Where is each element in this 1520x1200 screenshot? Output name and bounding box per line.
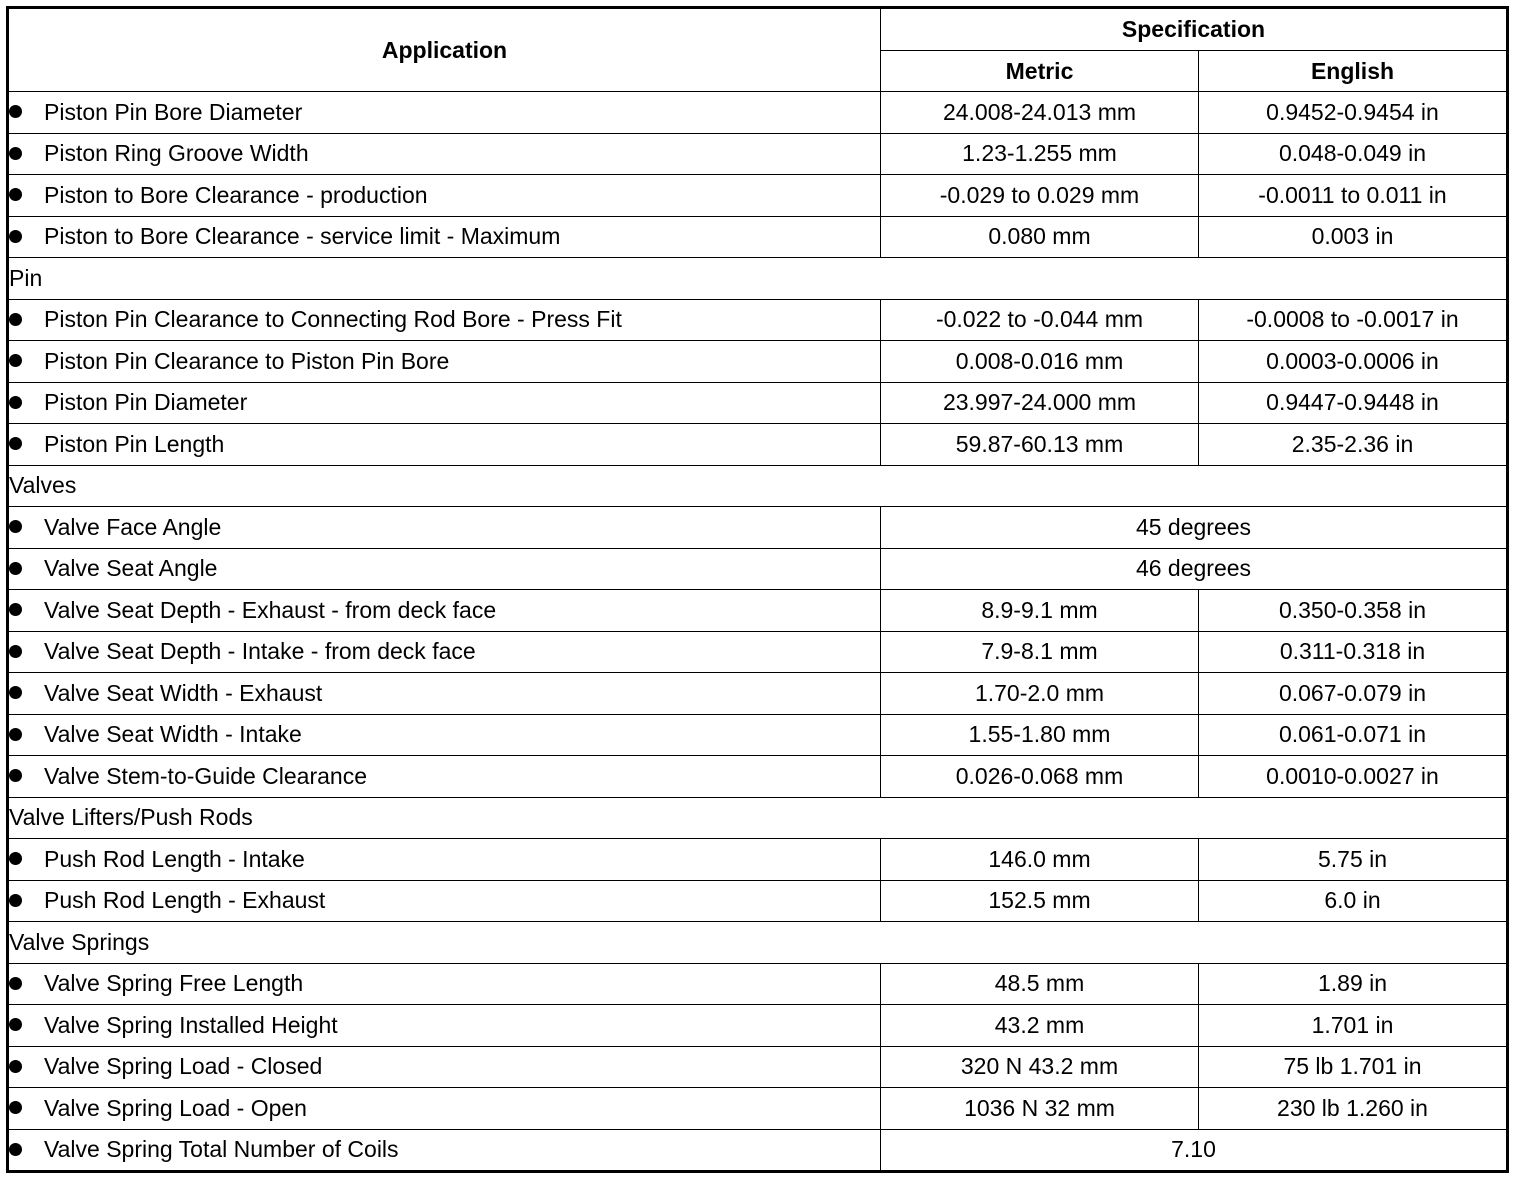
bullet-icon	[9, 1143, 22, 1156]
application-label: Valve Spring Installed Height	[44, 1011, 338, 1038]
application-label: Push Rod Length - Exhaust	[44, 887, 326, 914]
bullet-icon	[9, 1060, 22, 1073]
application-cell	[8, 1005, 881, 1047]
table-row	[8, 175, 1508, 217]
application-cell	[8, 880, 881, 922]
table-row	[8, 714, 1508, 756]
application-label: Valve Seat Depth - Exhaust - from deck face	[44, 596, 497, 623]
metric-cell: 152.5 mm	[881, 880, 1199, 922]
application-label: Valve Seat Depth - Intake - from deck face	[44, 638, 476, 665]
application-cell	[8, 1046, 881, 1088]
english-cell: 230 lb 1.260 in	[1199, 1088, 1508, 1130]
application-label: Valve Spring Load - Closed	[44, 1053, 323, 1080]
section-label: Valve Lifters/Push Rods	[8, 797, 1508, 839]
metric-header: Metric	[881, 51, 1199, 92]
english-cell: 1.701 in	[1199, 1005, 1508, 1047]
application-cell	[8, 507, 881, 549]
application-cell	[8, 1088, 881, 1130]
table-row	[8, 548, 1508, 590]
bullet-icon	[9, 769, 22, 782]
table-row	[8, 1088, 1508, 1130]
application-label: Valve Face Angle	[44, 513, 222, 540]
application-label: Piston Pin Bore Diameter	[44, 98, 303, 125]
table-row	[8, 880, 1508, 922]
metric-cell: 24.008-24.013 mm	[881, 92, 1199, 134]
spec-value-cell: 7.10	[881, 1129, 1508, 1172]
bullet-icon	[9, 396, 22, 409]
table-row	[8, 424, 1508, 466]
bullet-icon	[9, 105, 22, 118]
table-row	[8, 216, 1508, 258]
english-cell: -0.0011 to 0.011 in	[1199, 175, 1508, 217]
spec-table-container	[6, 6, 1509, 1173]
bullet-icon	[9, 1101, 22, 1114]
specification-table	[6, 6, 1509, 1173]
spec-value-cell: 45 degrees	[881, 507, 1508, 549]
application-cell	[8, 175, 881, 217]
metric-cell: 59.87-60.13 mm	[881, 424, 1199, 466]
application-label: Push Rod Length - Intake	[44, 845, 305, 872]
table-body	[8, 92, 1508, 1172]
metric-cell: 0.026-0.068 mm	[881, 756, 1199, 798]
application-cell	[8, 424, 881, 466]
table-row	[8, 756, 1508, 798]
application-cell	[8, 673, 881, 715]
application-cell	[8, 714, 881, 756]
english-cell: 0.061-0.071 in	[1199, 714, 1508, 756]
english-cell: 0.9447-0.9448 in	[1199, 382, 1508, 424]
section-row	[8, 258, 1508, 300]
section-row	[8, 797, 1508, 839]
section-label: Pin	[8, 258, 1508, 300]
english-cell: 75 lb 1.701 in	[1199, 1046, 1508, 1088]
specification-header: Specification	[881, 8, 1508, 51]
bullet-icon	[9, 520, 22, 533]
application-label: Piston to Bore Clearance - production	[44, 181, 428, 208]
bullet-icon	[9, 894, 22, 907]
bullet-icon	[9, 230, 22, 243]
metric-cell: 1.70-2.0 mm	[881, 673, 1199, 715]
table-row	[8, 590, 1508, 632]
application-label: Valve Spring Free Length	[44, 970, 304, 997]
application-cell	[8, 133, 881, 175]
section-row	[8, 465, 1508, 507]
metric-cell: 23.997-24.000 mm	[881, 382, 1199, 424]
english-cell: 0.311-0.318 in	[1199, 631, 1508, 673]
english-cell: 1.89 in	[1199, 963, 1508, 1005]
metric-cell: -0.029 to 0.029 mm	[881, 175, 1199, 217]
table-row	[8, 1129, 1508, 1172]
english-cell: 2.35-2.36 in	[1199, 424, 1508, 466]
english-cell: 6.0 in	[1199, 880, 1508, 922]
bullet-icon	[9, 147, 22, 160]
application-label: Valve Stem-to-Guide Clearance	[44, 762, 367, 789]
table-row	[8, 631, 1508, 673]
application-label: Valve Seat Angle	[44, 555, 218, 582]
bullet-icon	[9, 188, 22, 201]
metric-cell: 1.55-1.80 mm	[881, 714, 1199, 756]
application-label: Valve Spring Load - Open	[44, 1094, 307, 1121]
bullet-icon	[9, 645, 22, 658]
application-label: Valve Seat Width - Exhaust	[44, 679, 323, 706]
bullet-icon	[9, 728, 22, 741]
application-label: Piston Pin Clearance to Piston Pin Bore	[44, 347, 450, 374]
bullet-icon	[9, 852, 22, 865]
english-cell: 5.75 in	[1199, 839, 1508, 881]
metric-cell: 1.23-1.255 mm	[881, 133, 1199, 175]
application-cell	[8, 590, 881, 632]
table-row	[8, 382, 1508, 424]
application-cell	[8, 1129, 881, 1172]
metric-cell: 7.9-8.1 mm	[881, 631, 1199, 673]
application-cell	[8, 341, 881, 383]
application-header: Application	[8, 8, 881, 92]
application-cell	[8, 756, 881, 798]
english-cell: 0.0010-0.0027 in	[1199, 756, 1508, 798]
metric-cell: 146.0 mm	[881, 839, 1199, 881]
table-row	[8, 133, 1508, 175]
application-cell	[8, 839, 881, 881]
bullet-icon	[9, 437, 22, 450]
application-cell	[8, 92, 881, 134]
section-label: Valve Springs	[8, 922, 1508, 964]
english-cell: -0.0008 to -0.0017 in	[1199, 299, 1508, 341]
metric-cell: 0.008-0.016 mm	[881, 341, 1199, 383]
english-header: English	[1199, 51, 1508, 92]
metric-cell: 0.080 mm	[881, 216, 1199, 258]
bullet-icon	[9, 562, 22, 575]
table-row	[8, 673, 1508, 715]
bullet-icon	[9, 603, 22, 616]
section-label: Valves	[8, 465, 1508, 507]
english-cell: 0.067-0.079 in	[1199, 673, 1508, 715]
metric-cell: -0.022 to -0.044 mm	[881, 299, 1199, 341]
table-row	[8, 839, 1508, 881]
metric-cell: 48.5 mm	[881, 963, 1199, 1005]
application-cell	[8, 382, 881, 424]
bullet-icon	[9, 1018, 22, 1031]
application-cell	[8, 216, 881, 258]
application-label: Piston Ring Groove Width	[44, 140, 309, 167]
bullet-icon	[9, 977, 22, 990]
application-label: Valve Seat Width - Intake	[44, 721, 302, 748]
section-row	[8, 922, 1508, 964]
application-cell	[8, 963, 881, 1005]
application-label: Piston Pin Clearance to Connecting Rod Bore - Press Fit	[44, 306, 622, 333]
metric-cell: 320 N 43.2 mm	[881, 1046, 1199, 1088]
metric-cell: 43.2 mm	[881, 1005, 1199, 1047]
application-cell	[8, 548, 881, 590]
table-row	[8, 507, 1508, 549]
english-cell: 0.048-0.049 in	[1199, 133, 1508, 175]
english-cell: 0.003 in	[1199, 216, 1508, 258]
table-row	[8, 92, 1508, 134]
table-row	[8, 963, 1508, 1005]
table-row	[8, 299, 1508, 341]
spec-value-cell: 46 degrees	[881, 548, 1508, 590]
header-row-top	[8, 8, 1508, 51]
application-cell	[8, 299, 881, 341]
bullet-icon	[9, 354, 22, 367]
application-cell	[8, 631, 881, 673]
application-label: Valve Spring Total Number of Coils	[44, 1136, 399, 1163]
english-cell: 0.9452-0.9454 in	[1199, 92, 1508, 134]
bullet-icon	[9, 686, 22, 699]
application-label: Piston Pin Length	[44, 430, 225, 457]
metric-cell: 8.9-9.1 mm	[881, 590, 1199, 632]
table-row	[8, 341, 1508, 383]
english-cell: 0.350-0.358 in	[1199, 590, 1508, 632]
application-label: Piston to Bore Clearance - service limit - Maximum	[44, 223, 561, 250]
english-cell: 0.0003-0.0006 in	[1199, 341, 1508, 383]
application-label: Piston Pin Diameter	[44, 389, 248, 416]
bullet-icon	[9, 313, 22, 326]
table-row	[8, 1005, 1508, 1047]
metric-cell: 1036 N 32 mm	[881, 1088, 1199, 1130]
table-row	[8, 1046, 1508, 1088]
